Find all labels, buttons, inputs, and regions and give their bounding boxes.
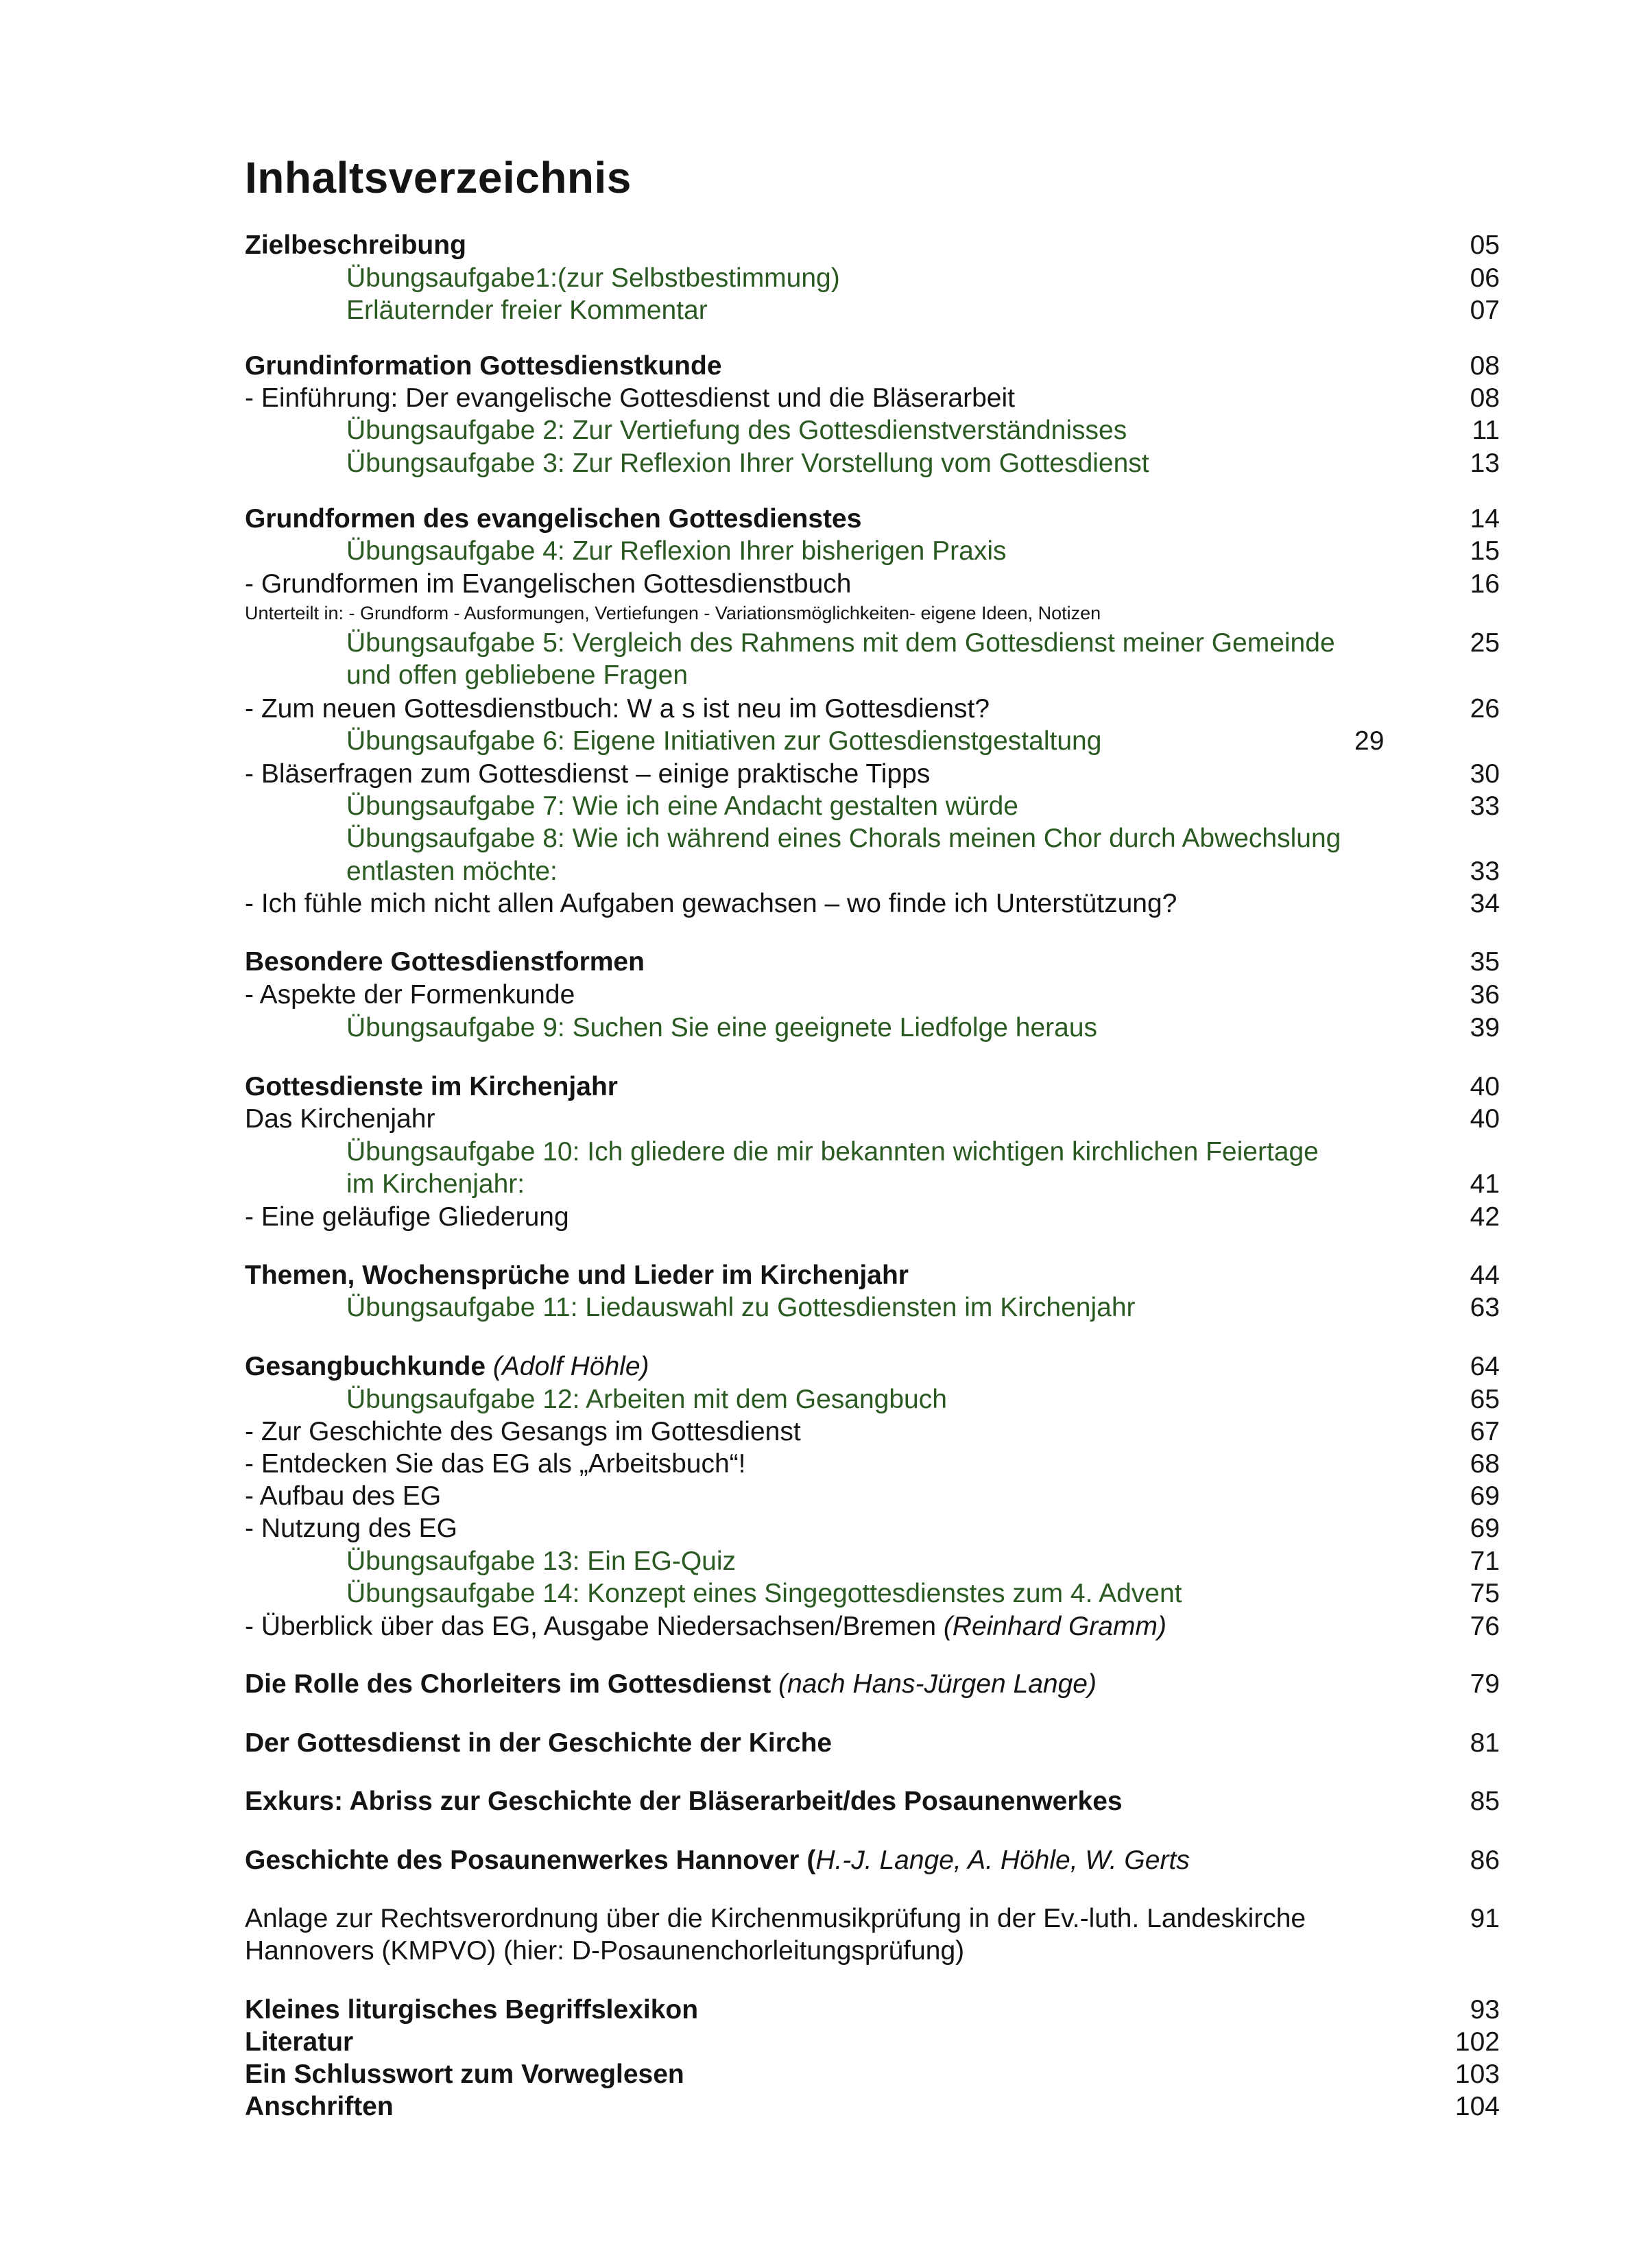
toc-entry-page: 40 <box>1470 1072 1500 1101</box>
toc-entry-text: Besondere Gottesdienstformen <box>245 947 645 977</box>
toc-entry-page: 08 <box>1470 383 1500 413</box>
toc-entry-page: 69 <box>1470 1514 1500 1543</box>
toc-entry-text: - Grundformen im Evangelischen Gottesdienstbuch <box>245 569 852 599</box>
toc-entry-text: Grundinformation Gottesdienstkunde <box>245 351 722 381</box>
toc-entry-page: 41 <box>1470 1169 1500 1199</box>
toc-entry-text: - Einführung: Der evangelische Gottesdienst und die Bläserarbeit <box>245 383 1015 413</box>
toc-entry-text: Übungsaufgabe 3: Zur Reflexion Ihrer Vorstellung vom Gottesdienst <box>346 449 1149 478</box>
toc-entry-page: 26 <box>1470 694 1500 724</box>
toc-entry-page: 79 <box>1470 1669 1500 1699</box>
toc-entry-text: Gesangbuchkunde (Adolf Höhle) <box>245 1352 649 1381</box>
toc-entry-text: Übungsaufgabe 14: Konzept eines Singegottesdienstes zum 4. Advent <box>346 1579 1182 1608</box>
toc-entry-text: Anschriften <box>245 2092 394 2121</box>
toc-entry-page: 25 <box>1470 628 1500 658</box>
toc-entry-text: Geschichte des Posaunenwerkes Hannover (H.-J. Lange, A. Höhle, W. Gerts <box>245 1846 1190 1875</box>
toc-entry-page: 33 <box>1470 857 1500 886</box>
toc-entry-text: Übungsaufgabe 10: Ich gliedere die mir bekannten wichtigen kirchlichen Feiertage <box>346 1137 1319 1167</box>
toc-entry-text: Übungsaufgabe 13: Ein EG-Quiz <box>346 1547 737 1576</box>
toc-entry-text: im Kirchenjahr: <box>346 1169 525 1199</box>
toc-entry-page: 81 <box>1470 1728 1500 1758</box>
toc-entry-text: Übungsaufgabe 6: Eigene Initiativen zur Gottesdienstgestaltung <box>346 726 1102 756</box>
toc-entry-page: 104 <box>1455 2092 1500 2121</box>
toc-entry-text: Erläuternder freier Kommentar <box>346 296 708 325</box>
toc-entry-text: - Überblick über das EG, Ausgabe Niedersachsen/Bremen (Reinhard Gramm) <box>245 1612 1166 1641</box>
author-note: (Adolf Höhle) <box>492 1352 649 1381</box>
toc-entry-page: 11 <box>1472 416 1500 445</box>
toc-entry-text: Unterteilt in: - Grundform - Ausformungen, Vertiefungen - Variationsmöglichkeiten- eigene Ideen, Notizen <box>245 603 1101 623</box>
toc-entry-page: 29 <box>1354 726 1385 756</box>
toc-entry-text: Zielbeschreibung <box>245 230 466 260</box>
toc-entry-page: 05 <box>1470 230 1500 260</box>
toc-entry-page: 44 <box>1470 1261 1500 1290</box>
toc-entry-text: Übungsaufgabe 7: Wie ich eine Andacht gestalten würde <box>346 791 1018 821</box>
toc-entry-text: Anlage zur Rechtsverordnung über die Kirchenmusikprüfung in der Ev.-luth. Landeskirche <box>245 1904 1306 1933</box>
toc-entry-text: - Eine geläufige Gliederung <box>245 1202 569 1232</box>
toc-entry-text: Übungsaufgabe 4: Zur Reflexion Ihrer bisherigen Praxis <box>346 536 1007 566</box>
toc-entry-text: Literatur <box>245 2027 354 2057</box>
toc-entry-text: - Ich fühle mich nicht allen Aufgaben gewachsen – wo finde ich Unterstützung? <box>245 889 1177 918</box>
toc-entry-text: - Zum neuen Gottesdienstbuch: W a s ist neu im Gottesdienst? <box>245 694 990 724</box>
toc-entry-page: 13 <box>1470 449 1500 478</box>
toc-entry-text: - Zur Geschichte des Gesangs im Gottesdienst <box>245 1417 801 1446</box>
author-note: (nach Hans-Jürgen Lange) <box>778 1669 1097 1699</box>
toc-entry-page: 91 <box>1470 1904 1500 1933</box>
toc-entry-page: 68 <box>1470 1449 1500 1479</box>
toc-entry-text: - Entdecken Sie das EG als „Arbeitsbuch“! <box>245 1449 746 1479</box>
toc-entry-text: Das Kirchenjahr <box>245 1104 435 1134</box>
toc-entry-page: 102 <box>1455 2027 1500 2057</box>
toc-entry-text: Übungsaufgabe1:(zur Selbstbestimmung) <box>346 263 840 293</box>
toc-entry-page: 14 <box>1470 504 1500 534</box>
toc-entry-text: und offen gebliebene Fragen <box>346 660 689 690</box>
toc-entry-text: Ein Schlusswort zum Vorweglesen <box>245 2060 684 2089</box>
toc-entry-text: - Bläserfragen zum Gottesdienst – einige praktische Tipps <box>245 759 931 789</box>
toc-entry-text: Übungsaufgabe 2: Zur Vertiefung des Gottesdienstverständnisses <box>346 416 1127 445</box>
toc-entry-page: 63 <box>1470 1293 1500 1322</box>
toc-entry-page: 85 <box>1470 1787 1500 1816</box>
toc-entry-page: 103 <box>1455 2060 1500 2089</box>
toc-entry-text: Die Rolle des Chorleiters im Gottesdienst (nach Hans-Jürgen Lange) <box>245 1669 1097 1699</box>
toc-entry-page: 15 <box>1470 536 1500 566</box>
toc-entry-text: Kleines liturgisches Begriffslexikon <box>245 1995 699 2025</box>
toc-entry-page: 67 <box>1470 1417 1500 1446</box>
toc-entry-page: 40 <box>1470 1104 1500 1134</box>
toc-entry-page: 35 <box>1470 947 1500 977</box>
toc-entry-page: 65 <box>1470 1385 1500 1414</box>
toc-entry-text: Grundformen des evangelischen Gottesdienstes <box>245 504 862 534</box>
toc-entry-page: 34 <box>1470 889 1500 918</box>
toc-entry-page: 76 <box>1470 1612 1500 1641</box>
author-note: H.-J. Lange, A. Höhle, W. Gerts <box>815 1846 1190 1875</box>
toc-entry-text: Themen, Wochensprüche und Lieder im Kirchenjahr <box>245 1261 909 1290</box>
toc-entry-text: Der Gottesdienst in der Geschichte der Kirche <box>245 1728 833 1758</box>
toc-entry-text: Übungsaufgabe 12: Arbeiten mit dem Gesangbuch <box>346 1385 947 1414</box>
toc-entry-page: 33 <box>1470 791 1500 821</box>
toc-entry-page: 71 <box>1470 1547 1500 1576</box>
toc-entry-text: - Nutzung des EG <box>245 1514 457 1543</box>
toc-entry-text: - Aufbau des EG <box>245 1481 442 1511</box>
toc-entry-text: Übungsaufgabe 9: Suchen Sie eine geeignete Liedfolge heraus <box>346 1013 1098 1042</box>
toc-entry-page: 39 <box>1470 1013 1500 1042</box>
author-note: (Reinhard Gramm) <box>943 1612 1166 1641</box>
toc-entry-page: 42 <box>1470 1202 1500 1232</box>
toc-entry-text: Übungsaufgabe 5: Vergleich des Rahmens mit dem Gottesdienst meiner Gemeinde <box>346 628 1335 658</box>
toc-entry-page: 86 <box>1470 1846 1500 1875</box>
toc-entry-page: 07 <box>1470 296 1500 325</box>
toc-entry-text: entlasten möchte: <box>346 857 558 886</box>
page-title: Inhaltsverzeichnis <box>245 153 632 202</box>
toc-entry-text: - Aspekte der Formenkunde <box>245 980 575 1010</box>
toc-entry-page: 69 <box>1470 1481 1500 1511</box>
toc-entry-page: 06 <box>1470 263 1500 293</box>
toc-entry-text: Gottesdienste im Kirchenjahr <box>245 1072 618 1101</box>
toc-entry-page: 93 <box>1470 1995 1500 2025</box>
toc-entry-page: 08 <box>1470 351 1500 381</box>
toc-entry-text: Hannovers (KMPVO) (hier: D-Posaunenchorleitungsprüfung) <box>245 1936 965 1966</box>
toc-entry-text: Exkurs: Abriss zur Geschichte der Bläserarbeit/des Posaunenwerkes <box>245 1787 1123 1816</box>
toc-entry-page: 30 <box>1470 759 1500 789</box>
toc-entry-text: Übungsaufgabe 8: Wie ich während eines Chorals meinen Chor durch Abwechslung <box>346 824 1341 853</box>
toc-entry-page: 64 <box>1470 1352 1500 1381</box>
toc-entry-page: 16 <box>1470 569 1500 599</box>
toc-entry-page: 36 <box>1470 980 1500 1010</box>
toc-entry-text: Übungsaufgabe 11: Liedauswahl zu Gottesdiensten im Kirchenjahr <box>346 1293 1136 1322</box>
toc-entry-page: 75 <box>1470 1579 1500 1608</box>
